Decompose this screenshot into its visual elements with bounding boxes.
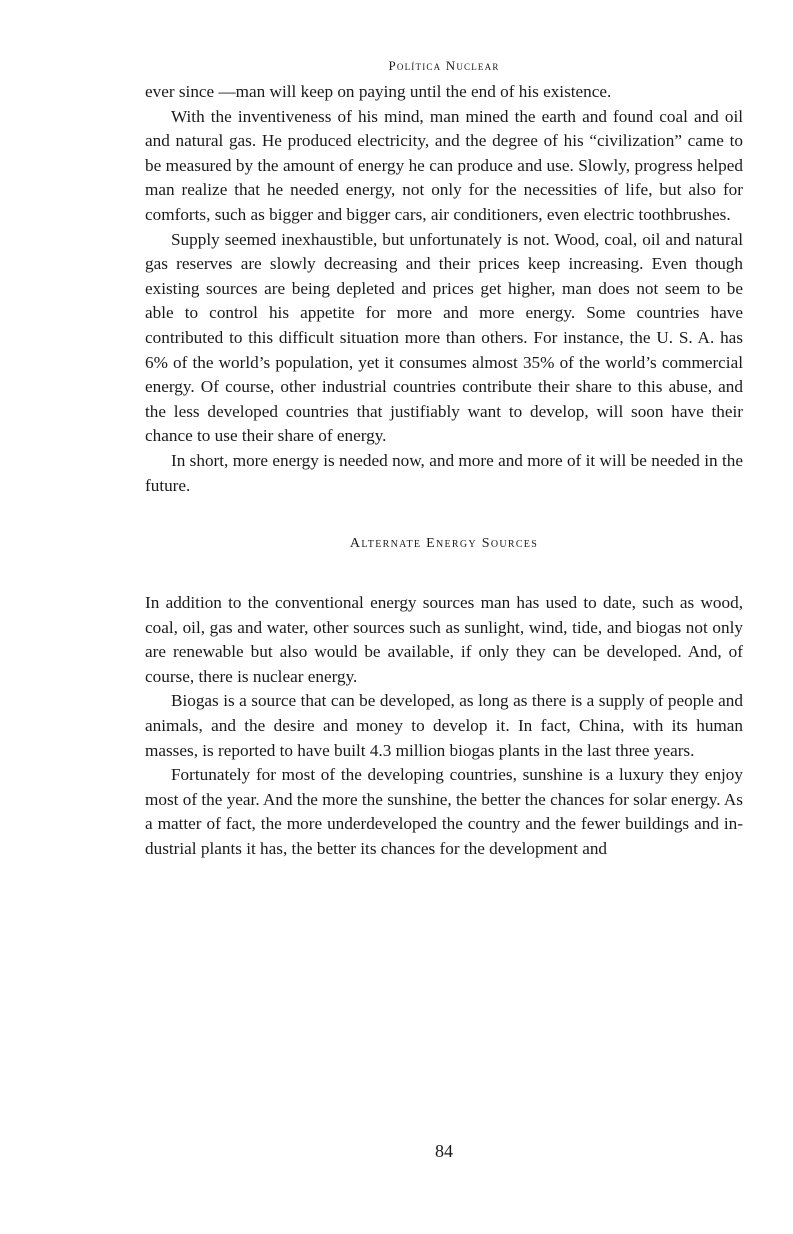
running-head: Política Nuclear [388,58,500,73]
paragraph: Fortunately for most of the developing countries, sunshine is a luxury they enjoy most of the year. And the more the sunshine, the better the chances for solar energy. As a matter of fact, the more underdeveloped the country and the fewer buildings and industrial plants it has, the better its chances for the development and [145,765,743,859]
paragraph: ever since —man will keep on paying until the end of his existence. [145,82,612,101]
paragraph: In short, more energy is needed now, and more and more of it will be needed in the future. [145,450,743,495]
paragraph: With the inventiveness of his mind, man mined the earth and found coal and oil and natural gas. He produced electricity, and the degree of his “civilization” came to be measured by the amount of energy he can produce and use. Slowly, progress helped man realize that he needed energy, not only for the necessities of life, but also for comforts, such as bigger and bigger cars, air conditioners, even electric toothbrushes. [145,106,743,224]
section-heading: Alternate Energy Sources [349,536,539,552]
page-number: 84 [435,1141,453,1161]
paragraph: Biogas is a source that can be developed, as long as there is a supply of people and animals, and the desire and money to develop it. In fact, China, with its human masses, is reported to have built 4.3 million biogas plants in the last three years. [145,691,743,760]
book-page [145,52,743,1161]
paragraph: In addition to the conventional energy sources man has used to date, such as wood, coal, oil, gas and water, other sources such as sunlight, wind, tide, and biogas not only are renewable but also would be available, if only they can be developed. And, of course, there is nuclear energy. [145,593,743,686]
paragraph: Supply seemed inexhaustible, but unfortunately is not. Wood, coal, oil and natural gas reserves are slowly decreasing and their prices keep increasing. Even though existing sources are being depleted and prices get higher, man does not seem to be able to control his appetite for more and more energy. Some countries have contributed to this difficult situation more than others. For instance, the U. S. A. has 6% of the world’s population, yet it consumes almost 35% of the world’s commercial energy. Of course, other industrial countries contribute their share to this abuse, and the less developed countries that justifiably want to develop, will soon have their chance to use their share of energy. [145,229,743,446]
